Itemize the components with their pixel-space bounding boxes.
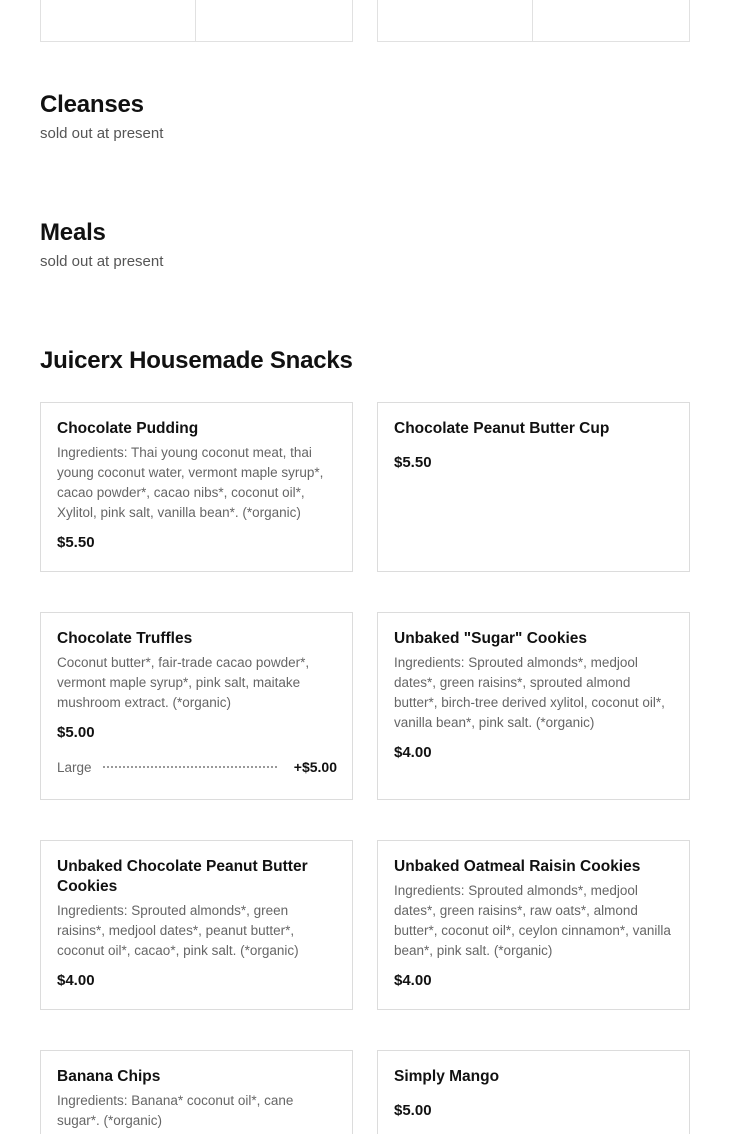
- section-title-snacks: Juicerx Housemade Snacks: [40, 347, 353, 374]
- item-title: Unbaked Chocolate Peanut Butter Cookies: [57, 858, 308, 895]
- menu-item-card[interactable]: [40, 402, 353, 572]
- menu-item-card[interactable]: [377, 402, 690, 572]
- menu-item-card[interactable]: [40, 612, 353, 800]
- menu-item-card[interactable]: [40, 0, 353, 42]
- section-subtitle-cleanses: sold out at present: [40, 125, 164, 142]
- item-description: Ingredients: Sprouted almonds*, green raisins*, medjool dates*, peanut butter*, coconut oil*, cacao*, pink salt. (*organic): [57, 903, 299, 958]
- item-title: Unbaked "Sugar" Cookies: [394, 630, 587, 647]
- item-title: Unbaked Oatmeal Raisin Cookies: [394, 858, 641, 875]
- item-title: Chocolate Peanut Butter Cup: [394, 420, 610, 437]
- item-description: Ingredients: Sprouted almonds*, medjool dates*, green raisins*, raw oats*, almond butter*, coconut oil*, ceylon cinnamon*, vanilla bean*, pink salt. (*organic): [394, 883, 671, 958]
- menu-item-card[interactable]: [377, 840, 690, 1010]
- menu-item-card[interactable]: [377, 1050, 690, 1134]
- option-label: Large: [57, 759, 92, 775]
- item-title: Chocolate Pudding: [57, 420, 199, 437]
- section-subtitle-meals: sold out at present: [40, 253, 164, 270]
- option-price: +$5.00: [293, 759, 337, 775]
- menu-item-card[interactable]: [40, 1050, 353, 1134]
- item-option-large[interactable]: [57, 759, 336, 775]
- item-price: $5.50: [394, 454, 432, 471]
- section-title-cleanses: Cleanses: [40, 91, 144, 118]
- item-description: Ingredients: Banana* coconut oil*, cane sugar*. (*organic): [57, 1093, 294, 1128]
- menu-item-card[interactable]: [377, 612, 690, 800]
- item-title: Simply Mango: [394, 1068, 500, 1085]
- item-price: $4.00: [394, 744, 432, 761]
- item-title: Banana Chips: [57, 1068, 161, 1085]
- item-price: $4.00: [57, 972, 95, 989]
- item-description: Ingredients: Thai young coconut meat, thai young coconut water, vermont maple syrup*, cacao powder*, cacao nibs*, coconut oil*, Xylitol, pink salt, vanilla bean*. (*organic): [57, 445, 324, 520]
- card-divider: [195, 0, 196, 41]
- item-price: $5.00: [394, 1102, 432, 1119]
- item-price: $5.50: [57, 534, 95, 551]
- item-description: Ingredients: Sprouted almonds*, medjool dates*, green raisins*, sprouted almond butter*, birch-tree derived xylitol, coconut oil*, vanilla bean*, pink salt. (*organic): [394, 655, 665, 730]
- option-dot-leader: [103, 766, 277, 768]
- item-title: Chocolate Truffles: [57, 630, 193, 647]
- item-price: $4.00: [394, 972, 432, 989]
- item-price: $5.00: [57, 724, 95, 741]
- menu-item-card[interactable]: [377, 0, 690, 42]
- menu-item-card[interactable]: [40, 840, 353, 1010]
- section-title-meals: Meals: [40, 219, 106, 246]
- item-description: Coconut butter*, fair-trade cacao powder*, vermont maple syrup*, pink salt, maitake mushroom extract. (*organic): [57, 655, 310, 710]
- card-divider: [532, 0, 533, 41]
